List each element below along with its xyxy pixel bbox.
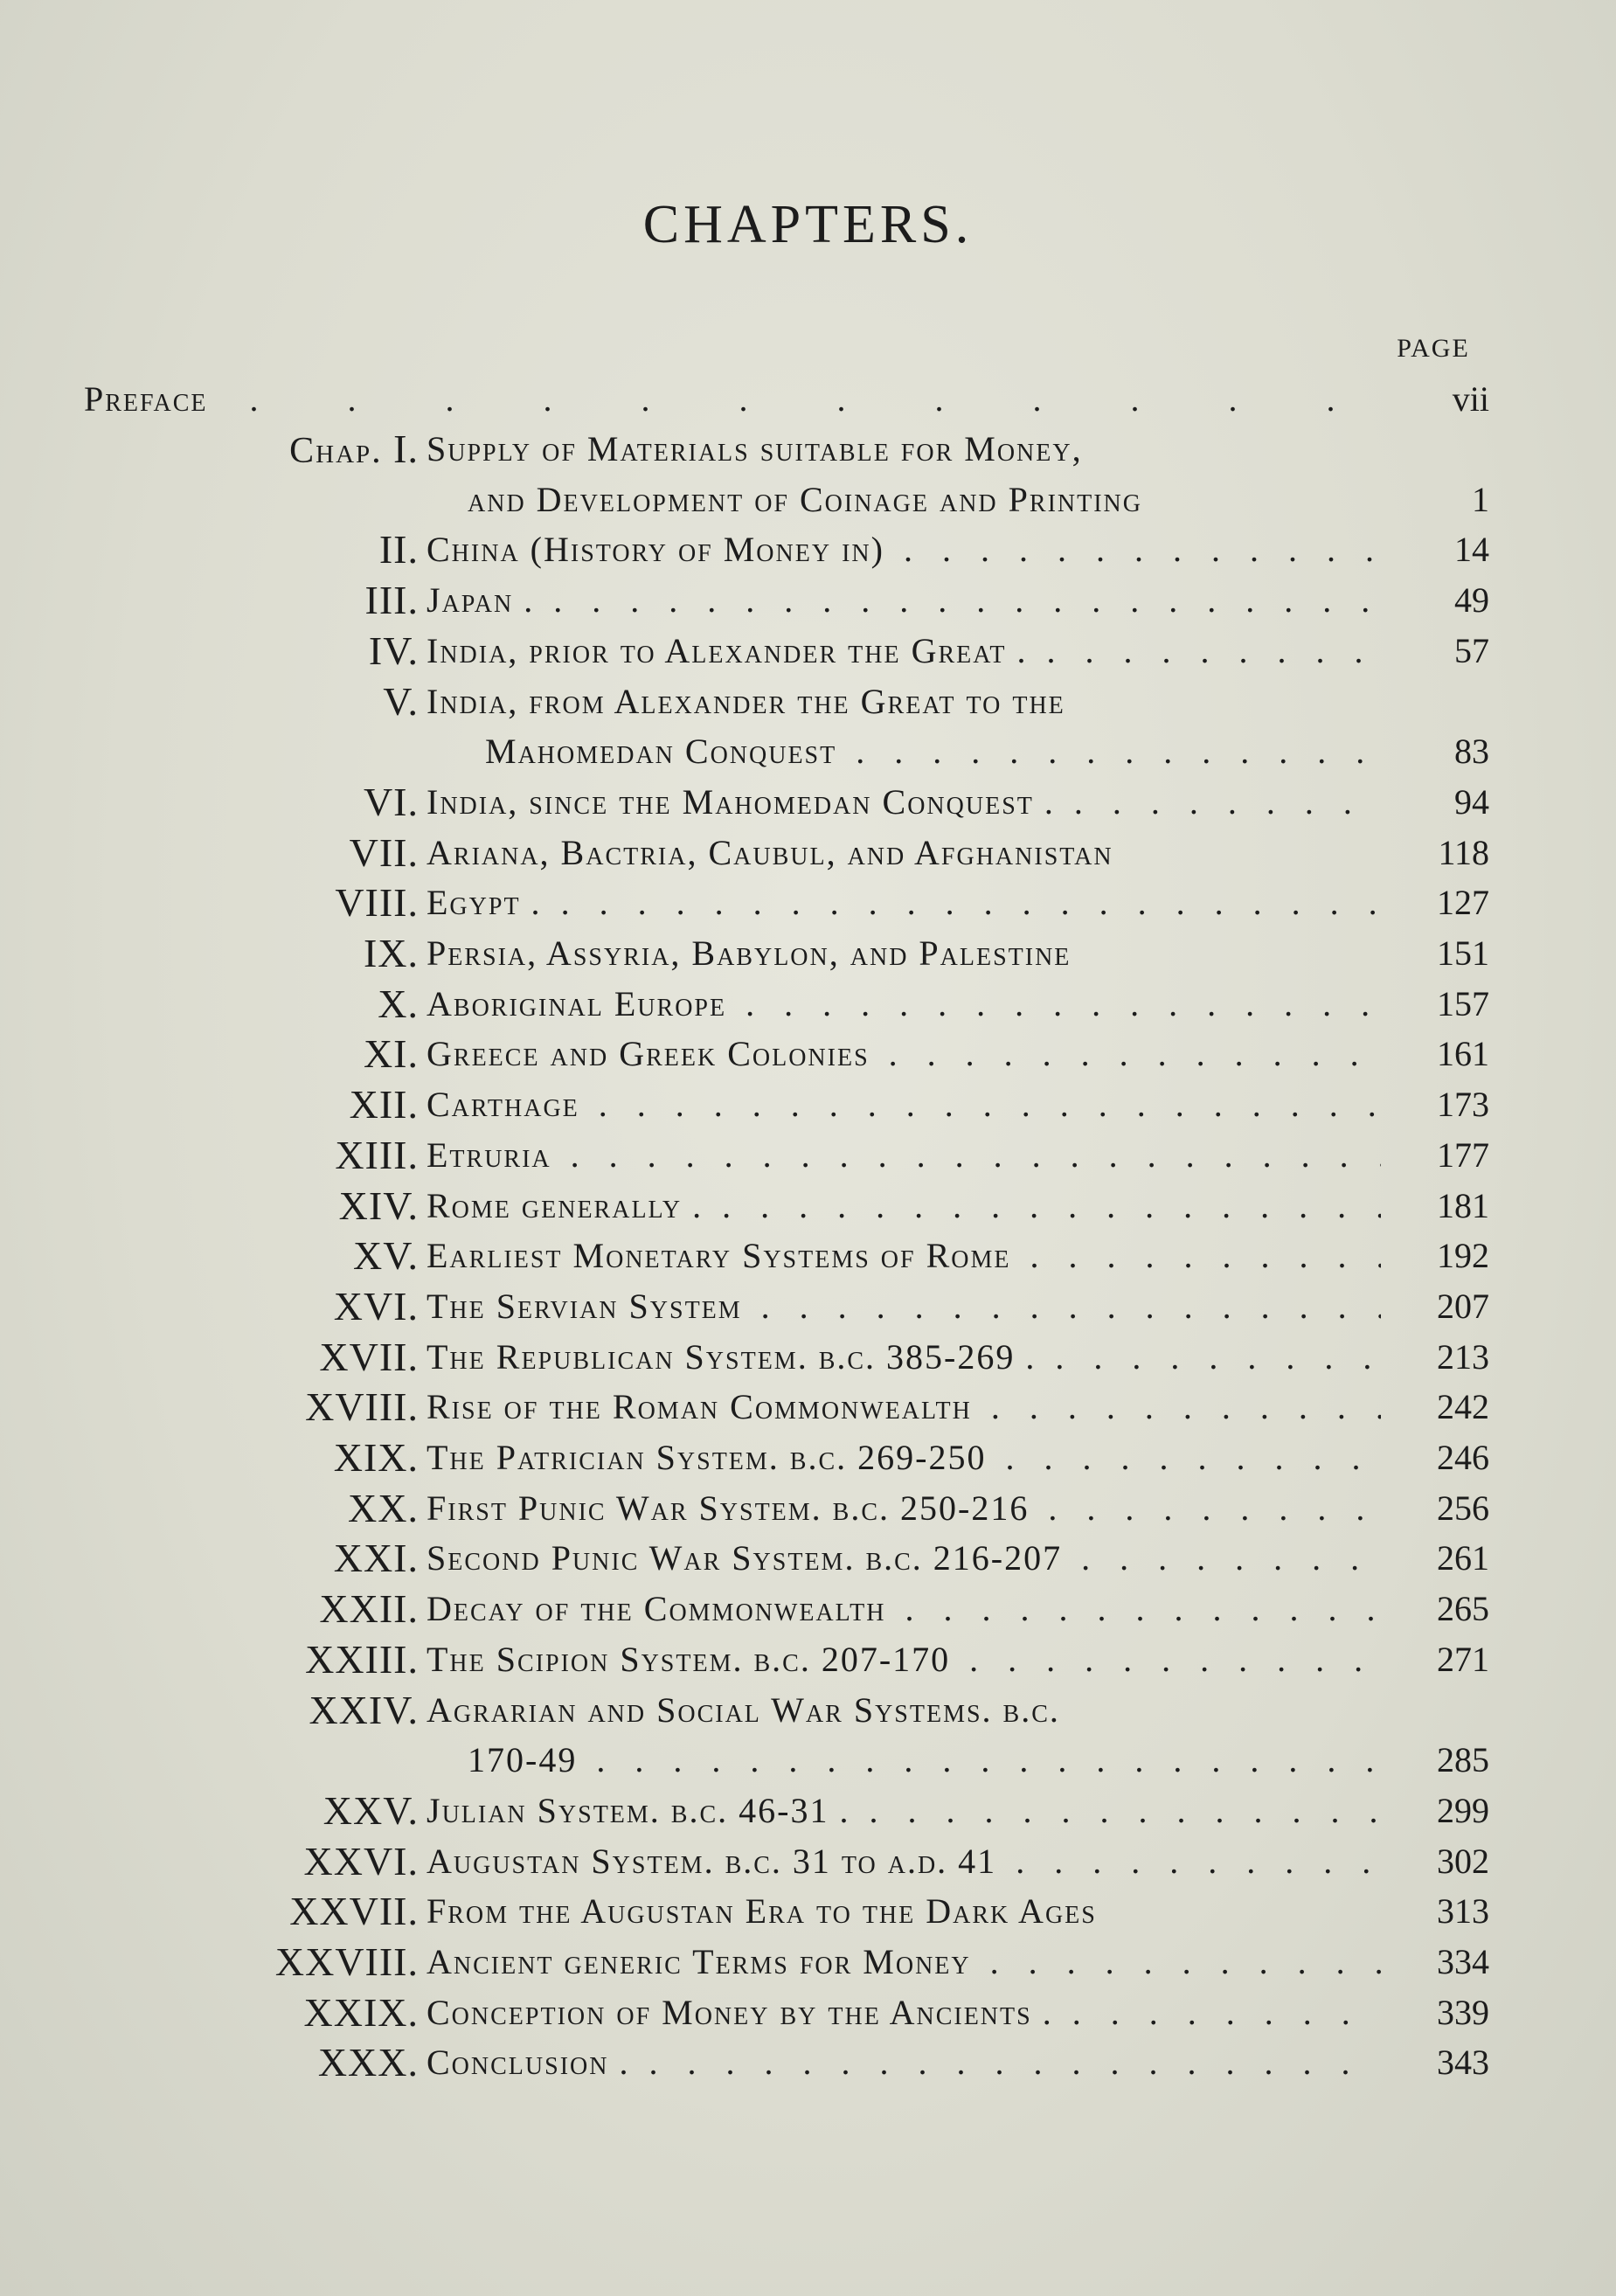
chapter-title (427, 1079, 1381, 1130)
chapter-page: 14 (1454, 530, 1489, 570)
chapter-number: VI. (363, 779, 419, 824)
chapter-title (427, 1937, 1381, 1987)
chapter-title (427, 2037, 1381, 2088)
chapter-title (427, 1382, 1381, 1432)
page-title: CHAPTERS. (642, 195, 974, 254)
chapter-page: 161 (1437, 1034, 1489, 1074)
chap-prefix: Chap. (289, 431, 383, 471)
chapter-number: II. (378, 527, 419, 572)
chapter-page: 256 (1437, 1488, 1489, 1528)
chapter-page: 302 (1437, 1841, 1489, 1881)
chapter-number: XIII. (335, 1132, 419, 1177)
chapter-page: 299 (1437, 1790, 1489, 1830)
chapter-page: 83 (1454, 732, 1489, 772)
chapter-page: 94 (1454, 781, 1489, 822)
chapter-number: XXV. (323, 1787, 419, 1833)
chapter-title (468, 475, 1381, 525)
chapter-row (0, 1079, 1616, 1130)
chapter-row (0, 1786, 1616, 1836)
chapter-title-text: Julian System. b.c. 46-31 . (427, 1790, 850, 1830)
chapter-title (427, 1332, 1381, 1383)
chapter-title (468, 1735, 1381, 1786)
chapter-number: XXII. (319, 1586, 419, 1632)
chapter-title (427, 1029, 1381, 1079)
chapter-row (0, 676, 1616, 727)
chapter-number: XXI. (333, 1536, 419, 1581)
chapter-title-text: Decay of the Commonwealth (427, 1589, 886, 1629)
chapter-row (0, 1584, 1616, 1634)
chapter-page: 343 (1437, 2043, 1489, 2083)
chapter-page: 177 (1437, 1134, 1489, 1175)
chapter-title (427, 1886, 1381, 1937)
chapter-number: VII. (349, 829, 419, 875)
chapter-row (0, 1937, 1616, 1987)
chapter-title-text: First Punic War System. b.c. 250-216 (427, 1488, 1030, 1528)
chapter-title (427, 928, 1381, 979)
chapter-page: 313 (1437, 1891, 1489, 1932)
chapter-title (427, 1786, 1381, 1836)
chapter-number: XVII. (319, 1334, 419, 1379)
chapter-number: XXIII. (305, 1636, 419, 1682)
chapter-title-text: India, prior to Alexander the Great . (427, 630, 1028, 670)
chapter-title (427, 979, 1381, 1030)
chapter-title-text: Second Punic War System. b.c. 216-207 (427, 1538, 1063, 1578)
chapter-title-text: Agrarian and Social War Systems. b.c. (427, 1689, 1060, 1730)
chapter-title-text: Augustan System. b.c. 31 to a.d. 41 (427, 1841, 997, 1881)
chapter-title-text: From the Augustan Era to the Dark Ages (427, 1891, 1097, 1932)
chapter-page: 57 (1454, 630, 1489, 670)
chapter-title (427, 1432, 1381, 1483)
chapter-title-text: Mahomedan Conquest (485, 732, 837, 772)
chapter-title (427, 575, 1381, 626)
chapter-title-text: and Development of Coinage and Printing (468, 479, 1142, 519)
chapter-row (0, 1634, 1616, 1685)
chapter-row (0, 1432, 1616, 1483)
chapter-number: III. (364, 578, 419, 623)
chapter-number: XIX. (333, 1435, 419, 1480)
page-column-label: PAGE (1397, 334, 1470, 363)
chapter-number: XXIX. (303, 1989, 419, 2035)
chapter-page: 339 (1437, 1992, 1489, 2032)
chapter-row (0, 2037, 1616, 2088)
chapter-page: 271 (1437, 1639, 1489, 1679)
chapter-row (0, 1231, 1616, 1281)
chapter-page: 334 (1437, 1942, 1489, 1981)
chapter-title (427, 1584, 1381, 1634)
chapter-row (0, 777, 1616, 828)
chapter-title-text: Rome generally . (427, 1185, 704, 1225)
chapter-row (0, 1836, 1616, 1887)
chapter-title (427, 1281, 1381, 1332)
chapter-title-text: 170-49 (468, 1740, 578, 1780)
chapter-row (0, 626, 1616, 676)
chapter-title-text: India, from Alexander the Great to the (427, 681, 1065, 721)
chapter-row (0, 1886, 1616, 1937)
preface-row (0, 374, 1616, 425)
chapter-row (0, 575, 1616, 626)
chapter-title (427, 828, 1381, 878)
chapter-row (0, 475, 1616, 525)
chapter-title-text: The Servian System (427, 1286, 742, 1326)
chapter-title-text: Carthage (427, 1085, 579, 1125)
chapter-title-text: Rise of the Roman Commonwealth (427, 1387, 972, 1427)
chapter-page: 157 (1437, 983, 1489, 1023)
chapter-row (0, 726, 1616, 777)
chapter-title (427, 424, 1381, 475)
chapter-title-text: Earliest Monetary Systems of Rome (427, 1236, 1011, 1276)
chapter-title-text: China (History of Money in) (427, 530, 884, 570)
chapter-number: XVIII. (305, 1384, 419, 1430)
chapter-title-text: Persia, Assyria, Babylon, and Palestine (427, 933, 1072, 973)
chapter-number: X. (378, 981, 419, 1026)
chapter-title-text: Conception of Money by the Ancients . (427, 1992, 1053, 2032)
chapter-number (289, 424, 419, 476)
preface-page: vii (1452, 379, 1489, 419)
chapter-number: IX. (363, 931, 419, 975)
chapter-title (427, 676, 1381, 727)
chapter-page: 181 (1437, 1185, 1489, 1225)
chapter-title (427, 1231, 1381, 1281)
chapter-title (485, 726, 1381, 777)
chapter-row (0, 1382, 1616, 1432)
chapter-row (0, 1130, 1616, 1181)
chapter-number: XIV. (338, 1183, 419, 1228)
chapter-title-text: India, since the Mahomedan Conquest . (427, 781, 1055, 822)
chapter-title (427, 1533, 1381, 1584)
chapter-title-text: Egypt . (427, 883, 542, 923)
chapter-page: 207 (1437, 1286, 1489, 1326)
chapter-number: XI. (363, 1031, 419, 1077)
chapter-title (427, 1483, 1381, 1534)
chapter-title-text: Ancient generic Terms for Money (427, 1942, 971, 1981)
chapter-number: XVI. (333, 1283, 419, 1328)
chapter-title (427, 626, 1381, 676)
chapter-title-text: Conclusion . (427, 2043, 630, 2083)
chapter-title (427, 777, 1381, 828)
chapter-row (0, 1483, 1616, 1534)
chapter-title-text: The Patrician System. b.c. 269-250 (427, 1438, 987, 1477)
chapter-title (427, 524, 1381, 575)
chapter-title-text: Japan . (427, 580, 535, 621)
chapter-page: 285 (1437, 1740, 1489, 1780)
chapter-title (427, 1987, 1381, 2038)
chapter-row (0, 979, 1616, 1030)
chapter-page: 173 (1437, 1085, 1489, 1125)
chapter-row (0, 1685, 1616, 1736)
chapter-title-text: Supply of Materials suitable for Money, (427, 429, 1083, 468)
chapter-number: XXVIII. (274, 1939, 419, 1984)
chapter-title (427, 1181, 1381, 1231)
chapter-number: IV. (368, 628, 419, 673)
chapter-title (427, 1130, 1381, 1181)
chapter-row (0, 1281, 1616, 1332)
chapter-page: 242 (1437, 1387, 1489, 1427)
chapter-page: 1 (1472, 479, 1489, 519)
chapter-row (0, 524, 1616, 575)
chapter-number-text: I. (382, 427, 419, 471)
chapter-page: 265 (1437, 1589, 1489, 1629)
chapter-row (0, 928, 1616, 979)
chapter-page: 192 (1437, 1236, 1489, 1276)
chapter-title (427, 1634, 1381, 1685)
chapter-title (427, 1836, 1381, 1887)
chapter-title (427, 1685, 1381, 1736)
chapter-row (0, 1029, 1616, 1079)
chapter-row (0, 424, 1616, 475)
chapter-number: XX. (348, 1485, 419, 1530)
chapter-row (0, 1987, 1616, 2038)
chapter-number: XV. (352, 1233, 419, 1279)
chapter-title-text: The Republican System. b.c. 385-269 . (427, 1336, 1037, 1377)
chapter-page: 118 (1438, 832, 1489, 872)
chapter-row (0, 1332, 1616, 1383)
chapter-title-text: Ariana, Bactria, Caubul, and Afghanistan (427, 832, 1113, 872)
chapter-number: XXVI. (303, 1838, 419, 1883)
chapter-row (0, 877, 1616, 928)
chapter-row (0, 1533, 1616, 1584)
chapter-title-text: Etruria (427, 1134, 551, 1175)
chapter-page: 213 (1437, 1336, 1489, 1377)
chapter-title-text: Greece and Greek Colonies (427, 1034, 870, 1074)
preface-label: Preface . (84, 374, 1381, 425)
chapter-number: XXX. (317, 2040, 419, 2085)
chapter-title-text: Aboriginal Europe (427, 983, 727, 1023)
chapter-row (0, 1735, 1616, 1786)
chapter-number: V. (383, 678, 419, 724)
chapter-number: VIII. (335, 880, 419, 926)
chapter-page: 151 (1437, 933, 1489, 973)
chapter-number: XXIV. (309, 1687, 419, 1732)
chapter-title-text: The Scipion System. b.c. 207-170 (427, 1639, 951, 1679)
chapter-page: 246 (1437, 1438, 1489, 1477)
chapter-number: XII. (349, 1082, 419, 1127)
chapter-title (427, 877, 1381, 928)
chapter-page: 49 (1454, 580, 1489, 621)
chapter-row (0, 828, 1616, 878)
chapter-number: XXVII. (289, 1889, 419, 1934)
chapter-page: 261 (1437, 1538, 1489, 1578)
chapter-page: 127 (1437, 883, 1489, 923)
chapter-row (0, 1181, 1616, 1231)
